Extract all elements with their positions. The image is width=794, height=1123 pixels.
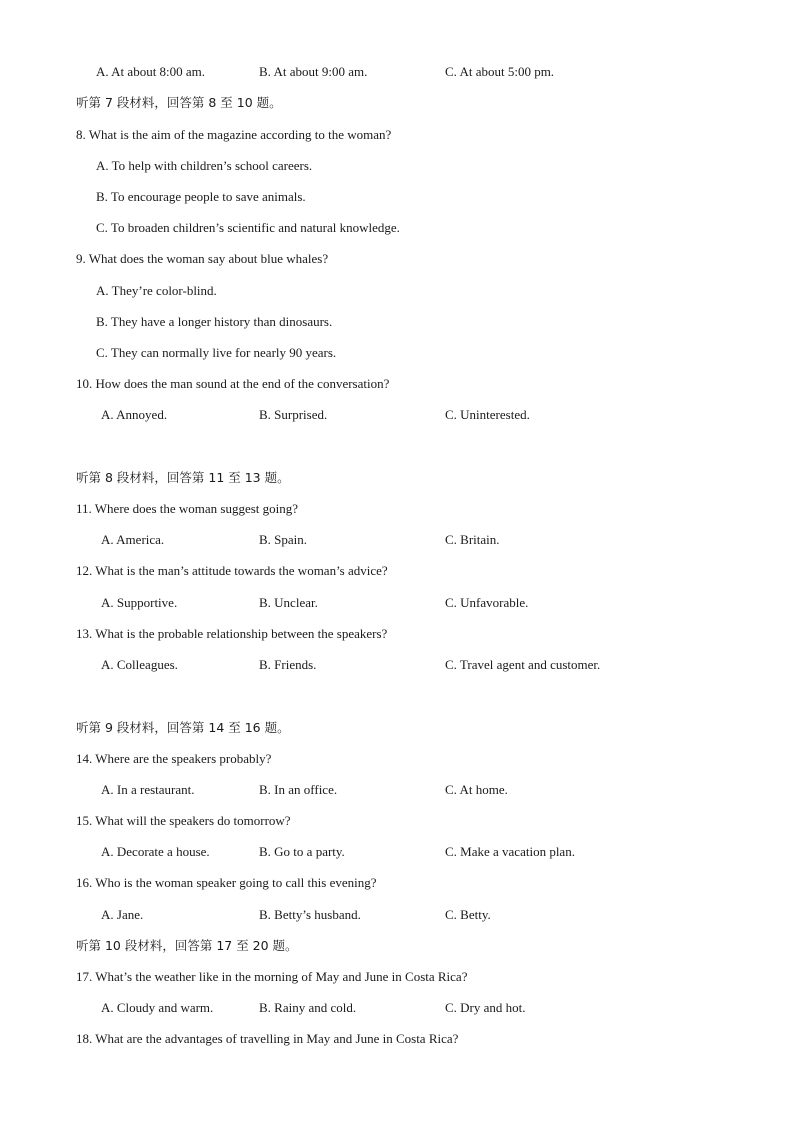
- q10-question: 10. How does the man sound at the end of the conversation?: [76, 376, 390, 391]
- q11-option-b: B. Spain.: [259, 532, 308, 547]
- q17-option-c: C. Dry and hot.: [445, 1000, 526, 1015]
- q13-question: 13. What is the probable relationship between the speakers?: [76, 626, 388, 641]
- q10-option-c: C. Uninterested.: [445, 407, 530, 422]
- q11-option-c: C. Britain.: [445, 532, 500, 547]
- q8-option-b: B. To encourage people to save animals.: [96, 189, 306, 204]
- q14-question: 14. Where are the speakers probably?: [76, 751, 272, 766]
- q7-option-b: B. At about 9:00 am.: [259, 64, 368, 79]
- q17-option-b: B. Rainy and cold.: [259, 1000, 357, 1015]
- q7-option-a: A. At about 8:00 am.: [96, 64, 206, 79]
- q10-option-b: B. Surprised.: [259, 407, 328, 422]
- q9-option-c: C. They can normally live for nearly 90 years.: [96, 345, 337, 360]
- q8-question: 8. What is the aim of the magazine according to the woman?: [76, 127, 392, 142]
- q12-question: 12. What is the man’s attitude towards the woman’s advice?: [76, 563, 388, 578]
- q12-option-c: C. Unfavorable.: [445, 595, 529, 610]
- q15-question: 15. What will the speakers do tomorrow?: [76, 813, 291, 828]
- q16-option-a: A. Jane.: [101, 907, 144, 922]
- q12-option-a: A. Supportive.: [101, 595, 178, 610]
- q15-option-c: C. Make a vacation plan.: [445, 844, 575, 859]
- q17-option-a: A. Cloudy and warm.: [101, 1000, 214, 1015]
- section-7-header: 听第 7 段材料，回答第 8 至 10 题。: [76, 95, 282, 110]
- q16-question: 16. Who is the woman speaker going to call this evening?: [76, 875, 377, 890]
- q14-option-b: B. In an office.: [259, 782, 338, 797]
- q7-option-c: C. At about 5:00 pm.: [445, 64, 555, 79]
- q14-option-c: C. At home.: [445, 782, 508, 797]
- q10-option-a: A. Annoyed.: [101, 407, 168, 422]
- q16-option-c: C. Betty.: [445, 907, 491, 922]
- q12-option-b: B. Unclear.: [259, 595, 318, 610]
- q13-option-b: B. Friends.: [259, 657, 317, 672]
- q16-option-b: B. Betty’s husband.: [259, 907, 361, 922]
- q8-option-a: A. To help with children’s school careers.: [96, 158, 313, 173]
- q15-option-a: A. Decorate a house.: [101, 844, 210, 859]
- q11-question: 11. Where does the woman suggest going?: [76, 501, 299, 516]
- q11-option-a: A. America.: [101, 532, 165, 547]
- q18-question: 18. What are the advantages of travelling in May and June in Costa Rica?: [76, 1031, 459, 1046]
- section-10-header: 听第 10 段材料，回答第 17 至 20 题。: [76, 938, 298, 953]
- section-9-header: 听第 9 段材料，回答第 14 至 16 题。: [76, 720, 290, 735]
- q9-question: 9. What does the woman say about blue whales?: [76, 251, 329, 266]
- q9-option-a: A. They’re color-blind.: [96, 283, 217, 298]
- q17-question: 17. What’s the weather like in the morning of May and June in Costa Rica?: [76, 969, 468, 984]
- section-8-header: 听第 8 段材料，回答第 11 至 13 题。: [76, 470, 290, 485]
- q14-option-a: A. In a restaurant.: [101, 782, 195, 797]
- q15-option-b: B. Go to a party.: [259, 844, 345, 859]
- q8-option-c: C. To broaden children’s scientific and natural knowledge.: [96, 220, 400, 235]
- q9-option-b: B. They have a longer history than dinosaurs.: [96, 314, 333, 329]
- q13-option-a: A. Colleagues.: [101, 657, 178, 672]
- q13-option-c: C. Travel agent and customer.: [445, 657, 601, 672]
